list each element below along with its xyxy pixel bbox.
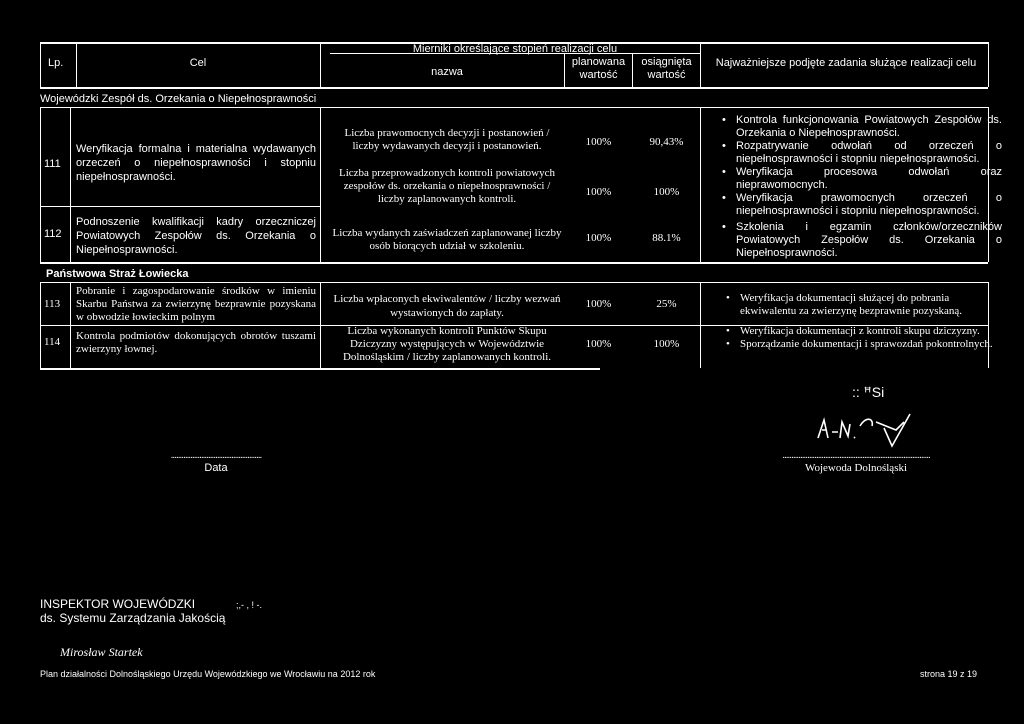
col-border-cel-s2 (320, 282, 321, 368)
header-mierniki: Mierniki określające stopień realizacji celu (412, 43, 618, 55)
row114-tasks (722, 325, 1002, 351)
footer-left: Plan działalności Dolnośląskiego Urzędu Wojewódzkiego we Wrocławiu na 2012 rok (40, 669, 376, 679)
row111-cel: Weryfikacja formalna i materialna wydawanych orzeczeń o niepełnosprawności i stopniu niepełnosprawności. (76, 143, 316, 183)
row114-lp: 114 (44, 336, 61, 348)
date-label: Data (204, 462, 228, 474)
row114-task-1: • Weryfikacja dokumentacji z kontroli skupu dziczyzny. (740, 325, 1002, 338)
row113-lp: 113 (44, 298, 61, 310)
signature-scribble (814, 412, 914, 452)
inspector-line1: INSPEKTOR WOJEWÓDZKI (40, 597, 196, 611)
s1-task-4: • Weryfikacja prawomocnych orzeczeń o niepełnosprawności i stopniu niepełnosprawności. (736, 192, 1002, 218)
inspector-handwritten-name: Mirosław Startek (60, 645, 143, 659)
col-border-cel-s1 (320, 107, 321, 262)
col-border-right-header (988, 42, 989, 87)
s1-measure-2-osiag: 100% (653, 186, 680, 198)
row111-bottom-border (40, 206, 320, 207)
row112-lp: 112 (44, 228, 62, 240)
s1-measure-3-osiag: 88.1% (652, 232, 681, 244)
inspector-stamp-noise: ;,- , ! -. (236, 600, 262, 610)
row113-nazwa: Liczba wpłaconych ekwiwalentów / liczby wezwań wystawionych do zapłaty. (333, 293, 561, 319)
col-border-left-header (40, 42, 41, 87)
row114-osiag: 100% (653, 338, 680, 350)
s1-measure-1-plan: 100% (585, 136, 612, 148)
header-osiagnieta-sub: wartość (647, 69, 686, 81)
row112-cel: Podnoszenie kwalifikacji kadry orzeczniczej Powiatowych Zespołów ds. Orzekania o Niepełnosprawności. (76, 216, 316, 256)
col-border-osiag-s1 (700, 107, 701, 262)
s1-tasks-list (718, 114, 1002, 260)
footer-page-number: strona 19 z 19 (920, 669, 978, 679)
row111-lp: 111 (44, 158, 61, 170)
s1-task-2: • Rozpatrywanie odwołań od orzeczeń o niepełnosprawności i stopniu niepełnosprawności. (736, 140, 1002, 166)
header-planowana-label: planowana (571, 56, 626, 68)
row113-task-1: • Weryfikacja dokumentacji służącej do pobrania ekwiwalentu za zwierzynę bezprawnie pozyskaną. (740, 292, 1002, 318)
col-border-lp-s2 (70, 282, 71, 368)
row113-plan: 100% (585, 298, 612, 310)
s1-measure-3-plan: 100% (585, 232, 612, 244)
col-border-lp (76, 42, 77, 87)
col-border-lp-s1 (70, 107, 71, 262)
s1-measure-2-plan: 100% (585, 186, 612, 198)
header-zadania: Najważniejsze podjęte zadania służące realizacji celu (715, 57, 977, 69)
header-lp: Lp. (48, 57, 64, 69)
stamp-fragment: :: ꟸSi (852, 384, 885, 400)
voivode-label: Wojewoda Dolnośląski (804, 462, 908, 474)
col-border-osiag-header (700, 42, 701, 87)
row114-plan: 100% (585, 338, 612, 350)
s1-measure-2-nazwa: Liczba przeprowadzonych kontroli powiatowych zespołów ds. orzekania o niepełnosprawności / liczby zaplanowanych kontroli. (339, 167, 555, 205)
s1-measure-1-nazwa: Liczba prawomocnych decyzji i postanowień / liczby wydawanych decyzji i postanowień. (344, 127, 550, 152)
col-border-left-s2 (40, 282, 41, 368)
s1-task-1: • Kontrola funkcjonowania Powiatowych Zespołów ds. Orzekania o Niepełnosprawności. (736, 114, 1002, 140)
header-nazwa: nazwa (431, 66, 463, 78)
col-border-osiag-s2 (700, 282, 701, 368)
header-planowana (565, 56, 632, 82)
section2-title: Państwowa Straż Łowiecka (46, 268, 189, 280)
s1-measure-3-nazwa: Liczba wydanych zaświadczeń zaplanowanej liczby osób biorących udział w szkoleniu. (332, 227, 562, 252)
header-osiagnieta-label: osiągnięta (641, 56, 692, 68)
table-bottom-border (40, 368, 600, 370)
header-bottom-border (40, 87, 988, 89)
col-border-cel-header (320, 42, 321, 87)
s1-task-3: • Weryfikacja procesowa odwołań oraz nieprawomocnych. (736, 166, 1002, 192)
header-osiagnieta (633, 56, 700, 82)
row113-cel: Pobranie i zagospodarowanie środków w imieniu Skarbu Państwa za zwierzynę bezprawnie pozyskana w obwodzie łowieckim polnym (76, 285, 316, 323)
section1-title-border (40, 107, 988, 108)
header-planowana-sub: wartość (579, 69, 618, 81)
s1-task-5: • Szkolenia i egzamin członków/orzeczników Powiatowych Zespołów ds. Orzekania o Niepełnosprawności. (736, 221, 1002, 260)
header-cel: Cel (189, 57, 207, 69)
section2-title-border (40, 282, 988, 283)
section1-bottom-border (40, 262, 988, 264)
col-border-left-s1 (40, 107, 41, 262)
row114-task-2: • Sporządzanie dokumentacji i sprawozdań pokontrolnych. (740, 338, 1002, 351)
inspector-line2: ds. Systemu Zarządzania Jakością (40, 611, 226, 625)
voivode-signature-dots: ................................................................................... (782, 450, 930, 461)
date-signature-dots: ................................................... (170, 450, 262, 461)
row113-osiag: 25% (656, 298, 677, 310)
section1-title: Wojewódzki Zespół ds. Orzekania o Niepełnosprawności (40, 93, 317, 105)
row114-cel: Kontrola podmiotów dokonujących obrotów tuszami zwierzyny łownej. (76, 330, 316, 355)
s1-measure-1-osiag: 90,43% (649, 136, 684, 148)
row113-tasks (722, 292, 1002, 318)
row114-nazwa: Liczba wykonanych kontroli Punktów Skupu Dziczyzny występujących w Województwie Dolnośląskim / liczby zaplanowanych kontroli. (342, 325, 552, 363)
